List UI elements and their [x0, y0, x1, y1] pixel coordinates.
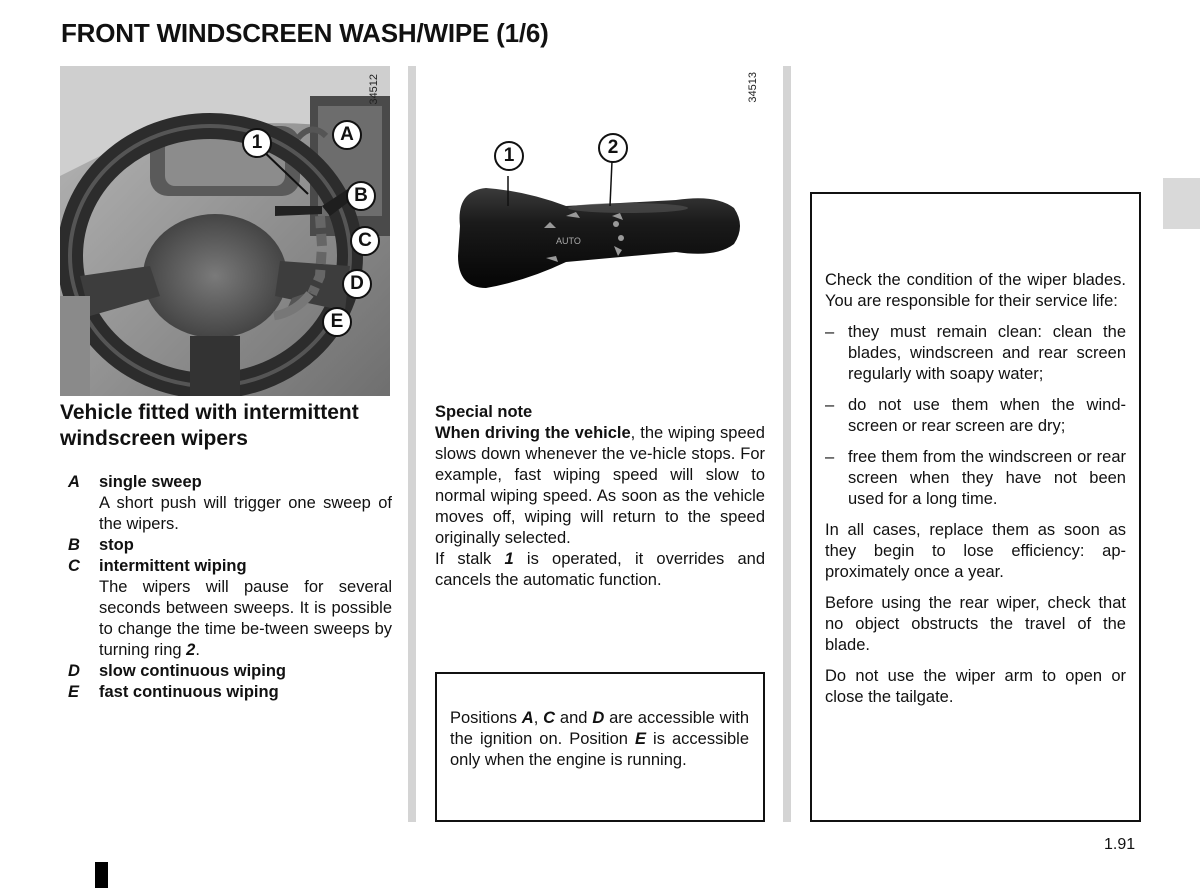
position-letter: E [68, 683, 80, 701]
position-item-e [68, 682, 392, 703]
wiper-stalk-figure [416, 66, 782, 396]
note-paragraph-2: If stalk 1 is operated, it overrides and cancels the automatic function. [435, 550, 766, 589]
page-number: 1.91 [1104, 836, 1136, 853]
ring-ref: 2 [186, 641, 196, 659]
position-item-c [68, 556, 392, 661]
page-title: FRONT WINDSCREEN WASH/WIPE (1/6) [61, 18, 549, 48]
callout-d: D [342, 269, 372, 299]
care-paragraph: Before using the rear wiper, check that no object obstructs the travel of the blade. [825, 594, 1126, 654]
position-item-d [68, 661, 392, 682]
position-description: A short push will trigger one sweep of the wipers. [99, 494, 392, 533]
position-description: The wipers will pause for several seconds between sweeps. It is possible to change the time be-tween sweeps by turning ring 2. [99, 578, 392, 659]
steering-wheel-illustration [60, 66, 390, 396]
position-letter: D [68, 662, 80, 680]
care-bullet: – do not use them when the wind-screen or rear screen are dry; [825, 396, 1126, 435]
column-divider-right [783, 66, 791, 822]
position-label: slow continuous wiping [99, 662, 286, 680]
care-paragraph: Do not use the wiper arm to open or close the tailgate. [825, 667, 1126, 706]
figure-ref-number: 34512 [368, 74, 380, 105]
figure-ref-number: 34513 [747, 72, 759, 103]
position-label: stop [99, 536, 134, 554]
position-label: single sweep [99, 473, 202, 491]
callout-e: E [322, 307, 352, 337]
position-letter: A [68, 473, 80, 491]
callout-2: 2 [598, 133, 628, 163]
position-item-b [68, 535, 392, 556]
positions-access-box: Positions A, C and D are accessible with the ignition on. Position E is accessible only when the engine is running. [435, 672, 765, 822]
position-label: intermittent wiping [99, 557, 247, 575]
callout-c: C [350, 226, 380, 256]
steering-wheel-photo [60, 66, 390, 396]
callout-1: 1 [242, 128, 272, 158]
note-title: Special note [435, 403, 533, 421]
wiper-care-box [810, 192, 1141, 822]
wiper-positions-list [68, 472, 392, 703]
special-note [435, 402, 765, 591]
position-letter: C [68, 557, 80, 575]
care-paragraph: In all cases, replace them as soon as they begin to lose efficiency: ap-proximately once a year. [825, 521, 1126, 581]
page-edge-marker [95, 862, 108, 888]
note-paragraph: When driving the vehicle, the wiping speed slows down whenever the ve-hicle stops. For example, fast wiping speed will slow to normal wiping speed. As soon as the vehicle moves off, wiping will return to the speed originally selected. [435, 424, 765, 547]
chapter-tab [1163, 178, 1200, 229]
position-label: fast continuous wiping [99, 683, 279, 701]
callout-b: B [346, 181, 376, 211]
care-intro: Check the condition of the wiper blades. You are responsible for their service life: [825, 271, 1126, 310]
section-subheading: Vehicle fitted with intermittent windscreen wipers [60, 401, 359, 450]
position-item-a [68, 472, 392, 535]
column-divider-left [408, 66, 416, 822]
stalk-auto-label: AUTO [556, 236, 581, 246]
position-letter: B [68, 536, 80, 554]
care-bullet: – they must remain clean: clean the blades, windscreen and rear screen regularly with soapy water; [825, 323, 1126, 383]
care-bullet: – free them from the windscreen or rear screen when they have not been used for a long time. [825, 448, 1126, 508]
wiper-stalk-illustration [416, 66, 782, 396]
callout-1: 1 [494, 141, 524, 171]
callout-a: A [332, 120, 362, 150]
